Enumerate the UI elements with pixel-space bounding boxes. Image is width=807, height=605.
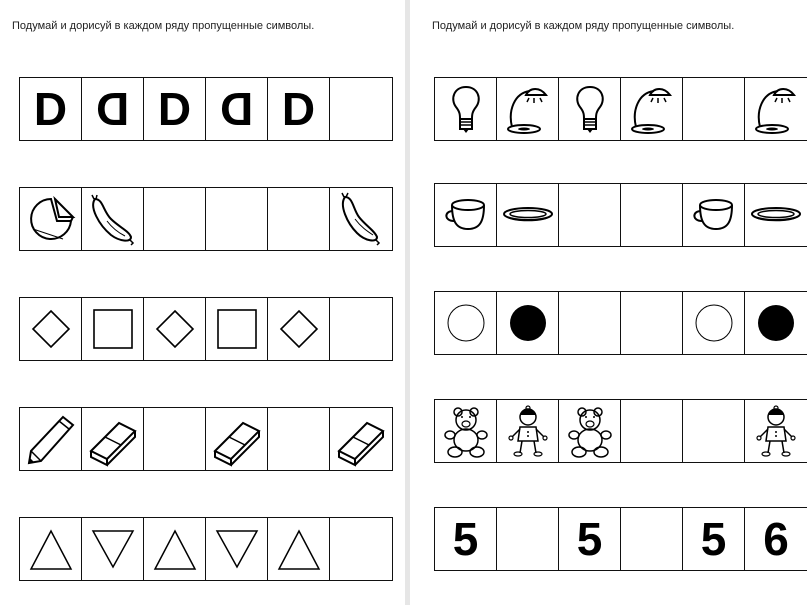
empty-cell[interactable] — [559, 184, 621, 246]
letter-d-cell — [268, 78, 330, 140]
sausage-icon — [85, 191, 141, 247]
empty-cell[interactable] — [144, 188, 206, 250]
sausage-icon — [333, 191, 389, 247]
eraser-icon — [209, 411, 265, 467]
diamond-icon — [147, 301, 203, 357]
empty-cell[interactable] — [621, 508, 683, 570]
cheese-icon — [23, 191, 79, 247]
white-circle-cell — [435, 292, 497, 354]
white-circle-icon — [686, 295, 742, 351]
empty-cell[interactable] — [330, 298, 392, 360]
cheese-cell — [20, 188, 82, 250]
plate-icon — [748, 187, 804, 243]
black-circle-cell — [497, 292, 559, 354]
triangle-up-cell — [144, 518, 206, 580]
square-cell — [206, 298, 268, 360]
empty-cell[interactable] — [268, 188, 330, 250]
letter-d: D — [33, 83, 68, 135]
triangle-up-cell — [268, 518, 330, 580]
letter-d-mirrored-cell — [82, 78, 144, 140]
triangle-down-cell — [206, 518, 268, 580]
diamond-cell — [20, 298, 82, 360]
number-cell — [683, 508, 745, 570]
teddy-bear-icon — [438, 403, 494, 459]
black-circle-icon — [748, 295, 804, 351]
cup-icon — [438, 187, 494, 243]
light-bulb-icon — [438, 81, 494, 137]
doll-icon — [748, 403, 804, 459]
triangle-down-icon — [209, 521, 265, 577]
square-icon — [85, 301, 141, 357]
empty-cell[interactable] — [559, 292, 621, 354]
letter-d-row — [19, 77, 393, 141]
diamond-icon — [23, 301, 79, 357]
desk-lamp-cell — [745, 78, 807, 140]
doll-icon — [500, 403, 556, 459]
triangle-up-icon — [147, 521, 203, 577]
food-row — [19, 187, 393, 251]
light-bulb-cell — [559, 78, 621, 140]
triangle-up-cell — [20, 518, 82, 580]
triangle-up-icon — [23, 521, 79, 577]
desk-lamp-cell — [497, 78, 559, 140]
square-cell — [82, 298, 144, 360]
instruction-text: Подумай и дорисуй в каждом ряду пропущенные символы. — [12, 20, 315, 32]
number-six: 6 — [763, 513, 789, 565]
black-circle-cell — [745, 292, 807, 354]
eraser-cell — [206, 408, 268, 470]
doll-cell — [497, 400, 559, 462]
school-row — [19, 407, 393, 471]
light-bulb-cell — [435, 78, 497, 140]
empty-cell[interactable] — [497, 508, 559, 570]
dishes-row — [434, 183, 807, 247]
letter-d: D — [157, 83, 192, 135]
eraser-icon — [333, 411, 389, 467]
number-cell — [559, 508, 621, 570]
white-circle-icon — [438, 295, 494, 351]
circles-row — [434, 291, 807, 355]
plate-icon — [500, 187, 556, 243]
eraser-cell — [330, 408, 392, 470]
number-five: 5 — [700, 513, 727, 565]
eraser-cell — [82, 408, 144, 470]
white-circle-cell — [683, 292, 745, 354]
plate-cell — [497, 184, 559, 246]
empty-cell[interactable] — [144, 408, 206, 470]
empty-cell[interactable] — [206, 188, 268, 250]
empty-cell[interactable] — [330, 518, 392, 580]
sausage-cell — [82, 188, 144, 250]
diamond-cell — [144, 298, 206, 360]
letter-d-cell — [144, 78, 206, 140]
pencil-icon — [23, 411, 79, 467]
number-five: 5 — [452, 513, 479, 565]
triangle-up-icon — [271, 521, 327, 577]
black-circle-icon — [500, 295, 556, 351]
numbers-row — [434, 507, 807, 571]
letter-d: D — [281, 83, 316, 135]
desk-lamp-icon — [748, 81, 804, 137]
instruction-text: Подумай и дорисуй в каждом ряду пропущенные символы. — [432, 20, 735, 32]
doll-cell — [745, 400, 807, 462]
pencil-cell — [20, 408, 82, 470]
empty-cell[interactable] — [683, 78, 745, 140]
triangles-row — [19, 517, 393, 581]
number-cell — [435, 508, 497, 570]
letter-d-mirrored: D — [219, 83, 254, 135]
teddy-bear-cell — [559, 400, 621, 462]
light-bulb-icon — [562, 81, 618, 137]
eraser-icon — [85, 411, 141, 467]
cup-icon — [686, 187, 742, 243]
desk-lamp-icon — [624, 81, 680, 137]
letter-d-cell — [20, 78, 82, 140]
right-worksheet-page — [410, 0, 807, 605]
number-five: 5 — [576, 513, 603, 565]
diamond-cell — [268, 298, 330, 360]
plate-cell — [745, 184, 807, 246]
cup-cell — [683, 184, 745, 246]
square-icon — [209, 301, 265, 357]
diamond-icon — [271, 301, 327, 357]
letter-d-mirrored: D — [95, 83, 130, 135]
empty-cell[interactable] — [621, 184, 683, 246]
sausage-cell — [330, 188, 392, 250]
cup-cell — [435, 184, 497, 246]
empty-cell[interactable] — [683, 400, 745, 462]
letter-d-mirrored-cell — [206, 78, 268, 140]
toys-row — [434, 399, 807, 463]
triangle-down-cell — [82, 518, 144, 580]
teddy-bear-icon — [562, 403, 618, 459]
empty-cell[interactable] — [621, 400, 683, 462]
teddy-bear-cell — [435, 400, 497, 462]
number-cell — [745, 508, 807, 570]
triangle-down-icon — [85, 521, 141, 577]
shapes-row — [19, 297, 393, 361]
empty-cell[interactable] — [330, 78, 392, 140]
desk-lamp-cell — [621, 78, 683, 140]
empty-cell[interactable] — [268, 408, 330, 470]
desk-lamp-icon — [500, 81, 556, 137]
lamps-row — [434, 77, 807, 141]
empty-cell[interactable] — [621, 292, 683, 354]
